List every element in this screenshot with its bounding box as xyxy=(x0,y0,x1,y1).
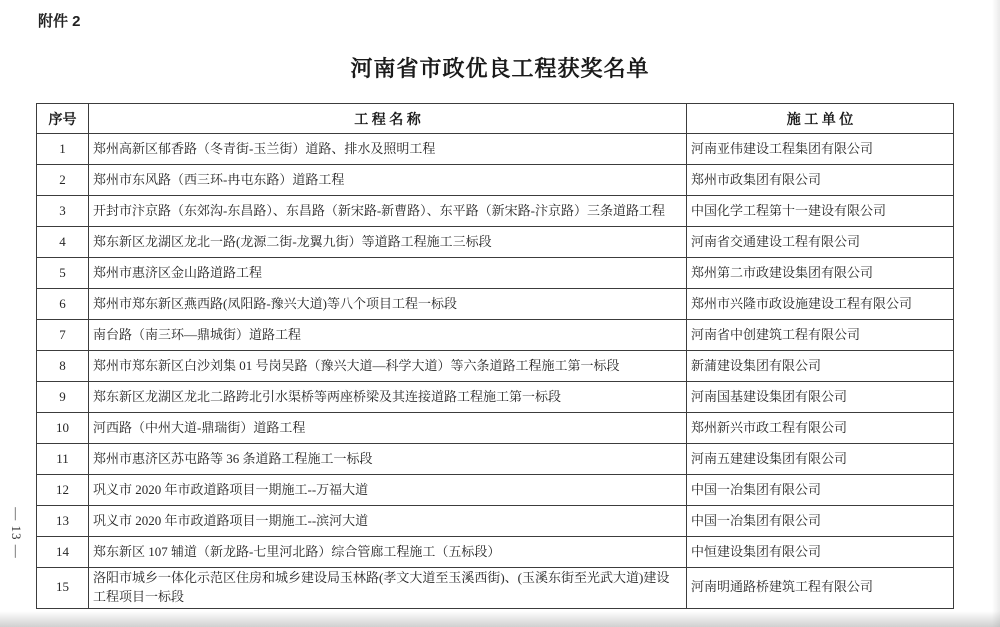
table-row xyxy=(37,537,954,568)
cell-company: 河南亚伟建设工程集团有限公司 xyxy=(687,134,954,165)
cell-company: 郑州市兴隆市政设施建设工程有限公司 xyxy=(687,289,954,320)
awards-table xyxy=(36,103,954,609)
cell-project: 郑州市东风路（西三环-冉屯东路）道路工程 xyxy=(89,165,687,196)
cell-no: 9 xyxy=(37,382,89,413)
cell-project: 郑州市郑东新区燕西路(凤阳路-豫兴大道)等八个项目工程一标段 xyxy=(89,289,687,320)
table-row xyxy=(37,568,954,609)
table-row xyxy=(37,382,954,413)
header-cell-project: 工 程 名 称 xyxy=(89,104,687,134)
cell-project: 郑东新区 107 辅道（新龙路-七里河北路）综合管廊工程施工（五标段） xyxy=(89,537,687,568)
cell-company: 郑州新兴市政工程有限公司 xyxy=(687,413,954,444)
cell-company: 中国一冶集团有限公司 xyxy=(687,506,954,537)
table-row xyxy=(37,320,954,351)
table-header-row xyxy=(37,104,954,134)
cell-no: 8 xyxy=(37,351,89,382)
cell-company: 河南省中创建筑工程有限公司 xyxy=(687,320,954,351)
cell-no: 11 xyxy=(37,444,89,475)
cell-company: 郑州第二市政建设集团有限公司 xyxy=(687,258,954,289)
scan-shadow-right xyxy=(992,0,1000,627)
header-cell-no: 序号 xyxy=(37,104,89,134)
scan-shadow-bottom xyxy=(0,611,1000,627)
cell-no: 12 xyxy=(37,475,89,506)
cell-project: 郑州市郑东新区白沙刘集 01 号岗吴路（豫兴大道—科学大道）等六条道路工程施工第一标段 xyxy=(89,351,687,382)
cell-company: 新蒲建设集团有限公司 xyxy=(687,351,954,382)
table-row xyxy=(37,289,954,320)
cell-no: 13 xyxy=(37,506,89,537)
cell-project: 南台路（南三环—鼎城街）道路工程 xyxy=(89,320,687,351)
cell-no: 3 xyxy=(37,196,89,227)
cell-company: 中恒建设集团有限公司 xyxy=(687,537,954,568)
table-row xyxy=(37,351,954,382)
cell-no: 5 xyxy=(37,258,89,289)
cell-company: 中国化学工程第十一建设有限公司 xyxy=(687,196,954,227)
cell-no: 14 xyxy=(37,537,89,568)
cell-company: 河南五建建设集团有限公司 xyxy=(687,444,954,475)
table-row xyxy=(37,165,954,196)
table-row xyxy=(37,227,954,258)
cell-no: 1 xyxy=(37,134,89,165)
page-number: — 13 — xyxy=(9,507,24,559)
table-row xyxy=(37,413,954,444)
cell-company: 河南省交通建设工程有限公司 xyxy=(687,227,954,258)
cell-project: 郑东新区龙湖区龙北二路跨北引水渠桥等两座桥梁及其连接道路工程施工第一标段 xyxy=(89,382,687,413)
cell-project: 郑州市惠济区金山路道路工程 xyxy=(89,258,687,289)
attachment-label: 附件 2 xyxy=(38,13,81,30)
cell-company: 河南国基建设集团有限公司 xyxy=(687,382,954,413)
cell-no: 10 xyxy=(37,413,89,444)
cell-company: 河南明通路桥建筑工程有限公司 xyxy=(687,568,954,609)
table-row xyxy=(37,506,954,537)
cell-project: 河西路（中州大道-鼎瑞街）道路工程 xyxy=(89,413,687,444)
cell-project: 巩义市 2020 年市政道路项目一期施工--万福大道 xyxy=(89,475,687,506)
cell-project: 郑州高新区郁香路（冬青街-玉兰街）道路、排水及照明工程 xyxy=(89,134,687,165)
cell-company: 中国一冶集团有限公司 xyxy=(687,475,954,506)
cell-project: 郑东新区龙湖区龙北一路(龙源二街-龙翼九街）等道路工程施工三标段 xyxy=(89,227,687,258)
table-row xyxy=(37,258,954,289)
table-row xyxy=(37,134,954,165)
table-body xyxy=(37,134,954,609)
cell-project: 郑州市惠济区苏屯路等 36 条道路工程施工一标段 xyxy=(89,444,687,475)
table-row xyxy=(37,196,954,227)
header-cell-company: 施 工 单 位 xyxy=(687,104,954,134)
cell-no: 7 xyxy=(37,320,89,351)
cell-no: 6 xyxy=(37,289,89,320)
table-row xyxy=(37,475,954,506)
cell-no: 4 xyxy=(37,227,89,258)
cell-project: 巩义市 2020 年市政道路项目一期施工--滨河大道 xyxy=(89,506,687,537)
cell-no: 2 xyxy=(37,165,89,196)
table-row xyxy=(37,444,954,475)
cell-company: 郑州市政集团有限公司 xyxy=(687,165,954,196)
cell-no: 15 xyxy=(37,568,89,609)
cell-project: 洛阳市城乡一体化示范区住房和城乡建设局玉林路(孝文大道至玉溪西街)、(玉溪东街至光武大道)建设工程项目一标段 xyxy=(89,568,687,609)
page-title: 河南省市政优良工程获奖名单 xyxy=(350,56,650,81)
cell-project: 开封市汴京路（东郊沟-东昌路）、东昌路（新宋路-新曹路）、东平路（新宋路-汴京路）三条道路工程 xyxy=(89,196,687,227)
